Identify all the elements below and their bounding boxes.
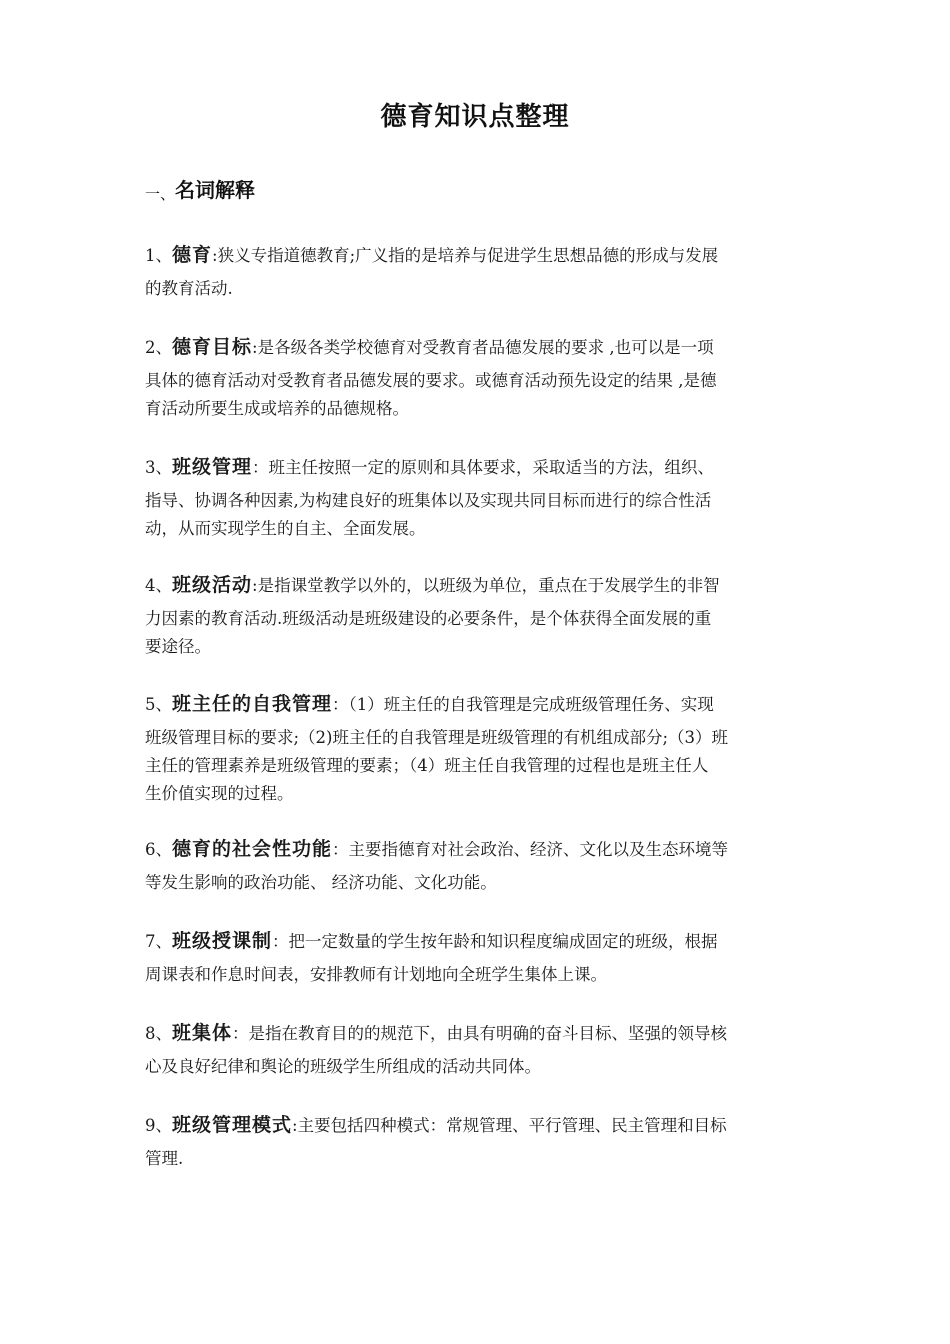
page-title: 德育知识点整理 xyxy=(380,102,570,132)
item-text: ：把一定数量的学生按年龄和知识程度编成固定的班级，根据 xyxy=(272,932,718,951)
item-number: 1、 xyxy=(145,246,172,265)
item-text: 主任的管理素养是班级管理的要素；（4）班主任自我管理的过程也是班主任人 xyxy=(145,756,709,775)
definition-item xyxy=(145,452,813,543)
item-text: :是指课堂教学以外的，以班级为单位，重点在于发展学生的非智 xyxy=(252,576,720,595)
definition-item xyxy=(145,1110,813,1173)
item-text: 力因素的教育活动.班级活动是班级建设的必要条件，是个体获得全面发展的重 xyxy=(145,609,712,628)
item-text: :狭义专指道德教育;广义指的是培养与促进学生思想品德的形成与发展 xyxy=(212,246,719,265)
item-text: :主要包括四种模式：常规管理、平行管理、民主管理和目标 xyxy=(292,1116,727,1135)
item-text: 管理. xyxy=(145,1149,184,1168)
definition-item xyxy=(145,332,813,423)
item-term: 班级活动 xyxy=(172,574,253,596)
item-text: 指导、协调各种因素,为构建良好的班集体以及实现共同目标而进行的综合性活 xyxy=(145,491,712,510)
item-text: 生价值实现的过程。 xyxy=(145,784,294,803)
item-text: 具体的德育活动对受教育者品德发展的要求。或德育活动预先设定的结果 ,是德 xyxy=(145,371,717,390)
item-number: 4、 xyxy=(145,576,172,595)
item-number: 6、 xyxy=(145,840,172,859)
item-number: 7、 xyxy=(145,932,172,951)
item-text: ：是指在教育目的的规范下，由具有明确的奋斗目标、坚强的领导核 xyxy=(232,1024,728,1043)
item-number: 8、 xyxy=(145,1024,172,1043)
item-term: 班主任的自我管理 xyxy=(172,693,333,715)
definition-item xyxy=(145,570,813,661)
item-text: ：班主任按照一定的原则和具体要求，采取适当的方法，组织、 xyxy=(252,458,715,477)
item-text: 班级管理目标的要求;（2)班主任的自我管理是班级管理的有机组成部分;（3）班 xyxy=(145,728,729,747)
item-term: 班级管理模式 xyxy=(172,1114,293,1136)
definition-item xyxy=(145,834,813,897)
section-heading xyxy=(145,174,255,204)
item-text: 心及良好纪律和舆论的班级学生所组成的活动共同体。 xyxy=(145,1057,541,1076)
item-text: 要途径。 xyxy=(145,637,211,656)
item-term: 班级授课制 xyxy=(172,930,273,952)
item-term: 德育 xyxy=(172,244,213,266)
item-term: 德育的社会性功能 xyxy=(172,838,333,860)
definition-item xyxy=(145,240,813,303)
item-term: 班集体 xyxy=(172,1022,233,1044)
item-number: 2、 xyxy=(145,338,172,357)
item-number: 9、 xyxy=(145,1116,172,1135)
item-text: :是各级各类学校德育对受教育者品德发展的要求 ,也可以是一项 xyxy=(252,338,714,357)
section-label: 名词解释 xyxy=(175,178,256,202)
item-text: ：主要指德育对社会政治、经济、文化以及生态环境等 xyxy=(332,840,729,859)
item-text: 等发生影响的政治功能、 经济功能、文化功能。 xyxy=(145,873,497,892)
definition-item xyxy=(145,926,813,989)
item-number: 5、 xyxy=(145,695,172,714)
item-text: 的教育活动. xyxy=(145,279,233,298)
item-term: 德育目标 xyxy=(172,336,253,358)
definition-item xyxy=(145,1018,813,1081)
item-text: 动，从而实现学生的自主、全面发展。 xyxy=(145,519,426,538)
item-text: ：（1）班主任的自我管理是完成班级管理任务、实现 xyxy=(332,695,714,714)
item-term: 班级管理 xyxy=(172,456,253,478)
item-text: 育活动所要生成或培养的品德规格。 xyxy=(145,399,409,418)
definition-item xyxy=(145,689,813,808)
item-text: 周课表和作息时间表，安排教师有计划地向全班学生集体上课。 xyxy=(145,965,607,984)
section-number: 一、 xyxy=(145,185,176,203)
item-number: 3、 xyxy=(145,458,172,477)
